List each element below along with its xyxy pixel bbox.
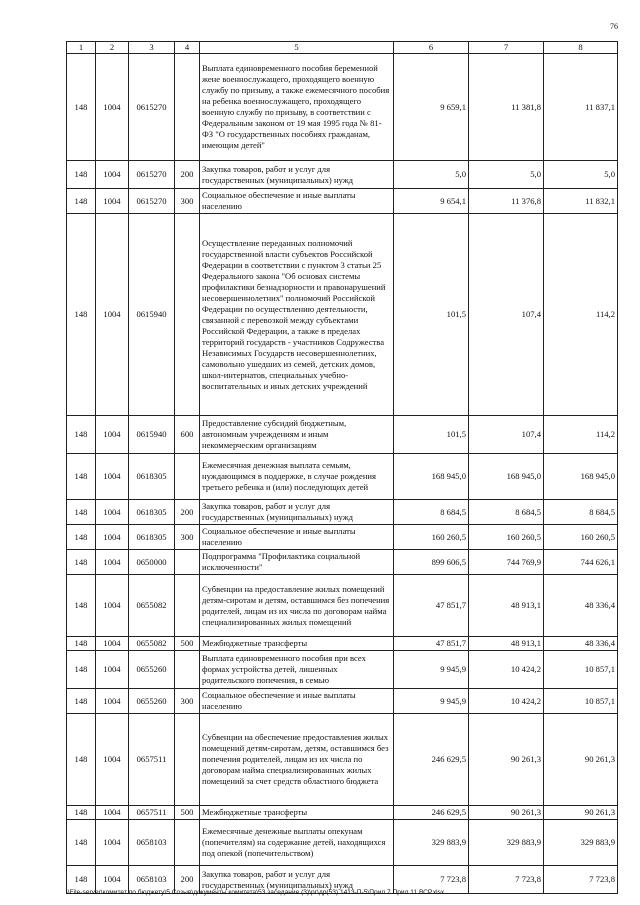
- table-row: [67, 454, 618, 500]
- cell-section-code: 1004: [96, 525, 129, 550]
- cell-amount-col7: 160 260,5: [469, 525, 544, 550]
- cell-amount-col7: 48 913,1: [469, 575, 544, 637]
- cell-ministry-code: 148: [67, 454, 96, 500]
- cell-section-code: 1004: [96, 416, 129, 454]
- cell-amount-col8: 48 336,4: [544, 575, 618, 637]
- header-row: [67, 42, 618, 54]
- cell-amount-col6: 47 851,7: [394, 637, 469, 651]
- cell-amount-col7: 329 883,9: [469, 820, 544, 866]
- cell-amount-col8: 90 261,3: [544, 714, 618, 806]
- cell-expense-type: 200: [175, 161, 200, 189]
- cell-section-code: 1004: [96, 689, 129, 714]
- cell-target-code: 0618305: [129, 454, 175, 500]
- cell-target-code: 0658103: [129, 820, 175, 866]
- table-row: [67, 525, 618, 550]
- cell-expense-type: 200: [175, 866, 200, 894]
- cell-amount-col7: 10 424,2: [469, 689, 544, 714]
- cell-amount-col7: 168 945,0: [469, 454, 544, 500]
- cell-section-code: 1004: [96, 54, 129, 161]
- col-header-7: 7: [469, 42, 544, 54]
- cell-amount-col8: 5,0: [544, 161, 618, 189]
- cell-amount-col6: 101,5: [394, 416, 469, 454]
- cell-section-code: 1004: [96, 820, 129, 866]
- cell-expense-type: [175, 550, 200, 575]
- cell-ministry-code: 148: [67, 189, 96, 214]
- cell-section-code: 1004: [96, 806, 129, 820]
- cell-amount-col6: 9 945,9: [394, 689, 469, 714]
- cell-description: Ежемесячные денежные выплаты опекунам (попечителям) на содержание детей, находящихся под опекой (попечительством): [200, 820, 394, 866]
- cell-description: Закупка товаров, работ и услуг для государственных (муниципальных) нужд: [200, 500, 394, 525]
- cell-expense-type: 500: [175, 637, 200, 651]
- cell-amount-col8: 10 857,1: [544, 651, 618, 689]
- cell-target-code: 0657511: [129, 806, 175, 820]
- cell-target-code: 0657511: [129, 714, 175, 806]
- cell-expense-type: 300: [175, 689, 200, 714]
- cell-amount-col7: 8 684,5: [469, 500, 544, 525]
- cell-amount-col7: 48 913,1: [469, 637, 544, 651]
- cell-description: Социальное обеспечение и иные выплаты населению: [200, 525, 394, 550]
- table-row: [67, 806, 618, 820]
- cell-ministry-code: 148: [67, 689, 96, 714]
- table-row: [67, 550, 618, 575]
- cell-ministry-code: 148: [67, 214, 96, 416]
- cell-target-code: 0615940: [129, 416, 175, 454]
- cell-target-code: 0655260: [129, 689, 175, 714]
- cell-target-code: 0615940: [129, 214, 175, 416]
- file-path-footer: \\File-server\комитет по бюджету\5 Созыв\документы комитета\53 заседание (3)\рг\др(53) 1413-П-5\Прил 7 Прил 11 ВСР.xlsx: [66, 889, 445, 896]
- cell-target-code: 0655082: [129, 637, 175, 651]
- cell-section-code: 1004: [96, 454, 129, 500]
- page-number: 76: [610, 22, 618, 31]
- cell-description: Субвенции на предоставление жилых помещений детям-сиротам и детям, оставшимся без попечения родителей, лицам из их числа по договорам найма специализированных жилых помещений: [200, 575, 394, 637]
- cell-amount-col8: 114,2: [544, 416, 618, 454]
- table-row: [67, 637, 618, 651]
- table-row: [67, 161, 618, 189]
- cell-amount-col6: 9 945,9: [394, 651, 469, 689]
- table-row: [67, 214, 618, 416]
- cell-amount-col8: 8 684,5: [544, 500, 618, 525]
- table-row: [67, 189, 618, 214]
- cell-target-code: 0615270: [129, 189, 175, 214]
- cell-amount-col6: 9 659,1: [394, 54, 469, 161]
- cell-expense-type: [175, 454, 200, 500]
- cell-amount-col7: 10 424,2: [469, 651, 544, 689]
- cell-description: Закупка товаров, работ и услуг для государственных (муниципальных) нужд: [200, 866, 394, 894]
- cell-expense-type: [175, 820, 200, 866]
- cell-target-code: 0650000: [129, 550, 175, 575]
- cell-amount-col6: 8 684,5: [394, 500, 469, 525]
- budget-table: [66, 41, 618, 894]
- cell-expense-type: [175, 575, 200, 637]
- cell-target-code: 0655082: [129, 575, 175, 637]
- cell-section-code: 1004: [96, 651, 129, 689]
- cell-target-code: 0658103: [129, 866, 175, 894]
- col-header-3: 3: [129, 42, 175, 54]
- cell-expense-type: 300: [175, 525, 200, 550]
- cell-amount-col8: 11 837,1: [544, 54, 618, 161]
- cell-amount-col6: 899 606,5: [394, 550, 469, 575]
- cell-amount-col6: 101,5: [394, 214, 469, 416]
- cell-ministry-code: 148: [67, 550, 96, 575]
- col-header-6: 6: [394, 42, 469, 54]
- col-header-4: 4: [175, 42, 200, 54]
- cell-amount-col7: 7 723,8: [469, 866, 544, 894]
- col-header-2: 2: [96, 42, 129, 54]
- table-row: [67, 416, 618, 454]
- cell-expense-type: 500: [175, 806, 200, 820]
- cell-ministry-code: 148: [67, 416, 96, 454]
- cell-description: Подпрограмма "Профилактика социальной исключенности": [200, 550, 394, 575]
- cell-amount-col6: 329 883,9: [394, 820, 469, 866]
- cell-description: Выплата единовременного пособия при всех формах устройства детей, лишенных родительского попечения, в семью: [200, 651, 394, 689]
- cell-ministry-code: 148: [67, 575, 96, 637]
- cell-section-code: 1004: [96, 866, 129, 894]
- cell-expense-type: [175, 214, 200, 416]
- cell-amount-col6: 160 260,5: [394, 525, 469, 550]
- col-header-8: 8: [544, 42, 618, 54]
- cell-section-code: 1004: [96, 161, 129, 189]
- cell-section-code: 1004: [96, 550, 129, 575]
- cell-ministry-code: 148: [67, 500, 96, 525]
- cell-expense-type: [175, 54, 200, 161]
- cell-target-code: 0618305: [129, 525, 175, 550]
- cell-expense-type: 300: [175, 189, 200, 214]
- cell-amount-col8: 329 883,9: [544, 820, 618, 866]
- cell-ministry-code: 148: [67, 714, 96, 806]
- table-row: [67, 54, 618, 161]
- cell-target-code: 0618305: [129, 500, 175, 525]
- cell-expense-type: 600: [175, 416, 200, 454]
- cell-description: Социальное обеспечение и иные выплаты населению: [200, 689, 394, 714]
- cell-description: Субвенции на обеспечение предоставления жилых помещений детям-сиротам, детям, оставшимся без попечения родителей, лицам из их числа по договорам найма специализированных жилых помещений за счет средств областного бюджета: [200, 714, 394, 806]
- cell-amount-col7: 5,0: [469, 161, 544, 189]
- cell-section-code: 1004: [96, 500, 129, 525]
- cell-ministry-code: 148: [67, 525, 96, 550]
- cell-amount-col6: 7 723,8: [394, 866, 469, 894]
- cell-ministry-code: 148: [67, 637, 96, 651]
- cell-amount-col8: 48 336,4: [544, 637, 618, 651]
- cell-amount-col8: 11 832,1: [544, 189, 618, 214]
- cell-target-code: 0615270: [129, 54, 175, 161]
- cell-amount-col8: 160 260,5: [544, 525, 618, 550]
- cell-description: Социальное обеспечение и иные выплаты населению: [200, 189, 394, 214]
- table-row: [67, 575, 618, 637]
- cell-amount-col8: 168 945,0: [544, 454, 618, 500]
- col-header-1: 1: [67, 42, 96, 54]
- cell-section-code: 1004: [96, 714, 129, 806]
- cell-ministry-code: 148: [67, 820, 96, 866]
- cell-amount-col7: 90 261,3: [469, 806, 544, 820]
- cell-description: Закупка товаров, работ и услуг для государственных (муниципальных) нужд: [200, 161, 394, 189]
- cell-amount-col6: 47 851,7: [394, 575, 469, 637]
- cell-amount-col8: 744 626,1: [544, 550, 618, 575]
- table-row: [67, 500, 618, 525]
- cell-section-code: 1004: [96, 189, 129, 214]
- cell-amount-col6: 5,0: [394, 161, 469, 189]
- cell-description: Ежемесячная денежная выплата семьям, нуждающимся в поддержке, в случае рождения третьего ребенка и (или) последующих детей: [200, 454, 394, 500]
- cell-description: Выплата единовременного пособия беременной жене военнослужащего, проходящего военную службу по призыву, а также ежемесячного пособия на ребенка военнослужащего, проходящего военную службу по призыву, в соответствии с Федеральным законом от 19 мая 1995 года № 81-ФЗ "О государственных пособиях гражданам, имеющим детей": [200, 54, 394, 161]
- cell-description: Предоставление субсидий бюджетным, автономным учреждениям и иным некоммерческим организациям: [200, 416, 394, 454]
- cell-ministry-code: 148: [67, 161, 96, 189]
- cell-target-code: 0615270: [129, 161, 175, 189]
- cell-amount-col8: 7 723,8: [544, 866, 618, 894]
- cell-amount-col8: 90 261,3: [544, 806, 618, 820]
- table-row: [67, 651, 618, 689]
- cell-amount-col7: 744 769,9: [469, 550, 544, 575]
- cell-amount-col7: 11 381,8: [469, 54, 544, 161]
- cell-ministry-code: 148: [67, 806, 96, 820]
- cell-ministry-code: 148: [67, 54, 96, 161]
- cell-section-code: 1004: [96, 637, 129, 651]
- table-row: [67, 689, 618, 714]
- cell-target-code: 0655260: [129, 651, 175, 689]
- cell-amount-col7: 107,4: [469, 214, 544, 416]
- cell-expense-type: [175, 651, 200, 689]
- cell-expense-type: 200: [175, 500, 200, 525]
- cell-section-code: 1004: [96, 214, 129, 416]
- cell-description: Межбюджетные трансферты: [200, 637, 394, 651]
- cell-amount-col7: 90 261,3: [469, 714, 544, 806]
- cell-amount-col8: 10 857,1: [544, 689, 618, 714]
- cell-description: Межбюджетные трансферты: [200, 806, 394, 820]
- cell-expense-type: [175, 714, 200, 806]
- cell-ministry-code: 148: [67, 651, 96, 689]
- cell-amount-col6: 246 629,5: [394, 714, 469, 806]
- cell-amount-col7: 11 376,8: [469, 189, 544, 214]
- table-row: [67, 820, 618, 866]
- cell-amount-col6: 9 654,1: [394, 189, 469, 214]
- cell-section-code: 1004: [96, 575, 129, 637]
- cell-amount-col8: 114,2: [544, 214, 618, 416]
- col-header-5: 5: [200, 42, 394, 54]
- cell-amount-col7: 107,4: [469, 416, 544, 454]
- cell-description: Осуществление переданных полномочий государственной власти субъектов Российской Федерации в соответствии с пунктом 3 статьи 25 Федерального закона "Об основах системы профилактики безнадзорности и правонарушений несовершеннолетних" полномочий Российской Федерации по осуществлению деятельности, связанной с перевозкой между субъектами Российской Федерации, а также в пределах территорий государств - участников Содружества Независимых Государств несовершеннолетних, самовольно ушедших из семей, детских домов, школ-интернатов, специальных учебно-воспитательных и иных детских учреждений: [200, 214, 394, 416]
- cell-ministry-code: 148: [67, 866, 96, 894]
- cell-amount-col6: 246 629,5: [394, 806, 469, 820]
- table-row: [67, 714, 618, 806]
- cell-amount-col6: 168 945,0: [394, 454, 469, 500]
